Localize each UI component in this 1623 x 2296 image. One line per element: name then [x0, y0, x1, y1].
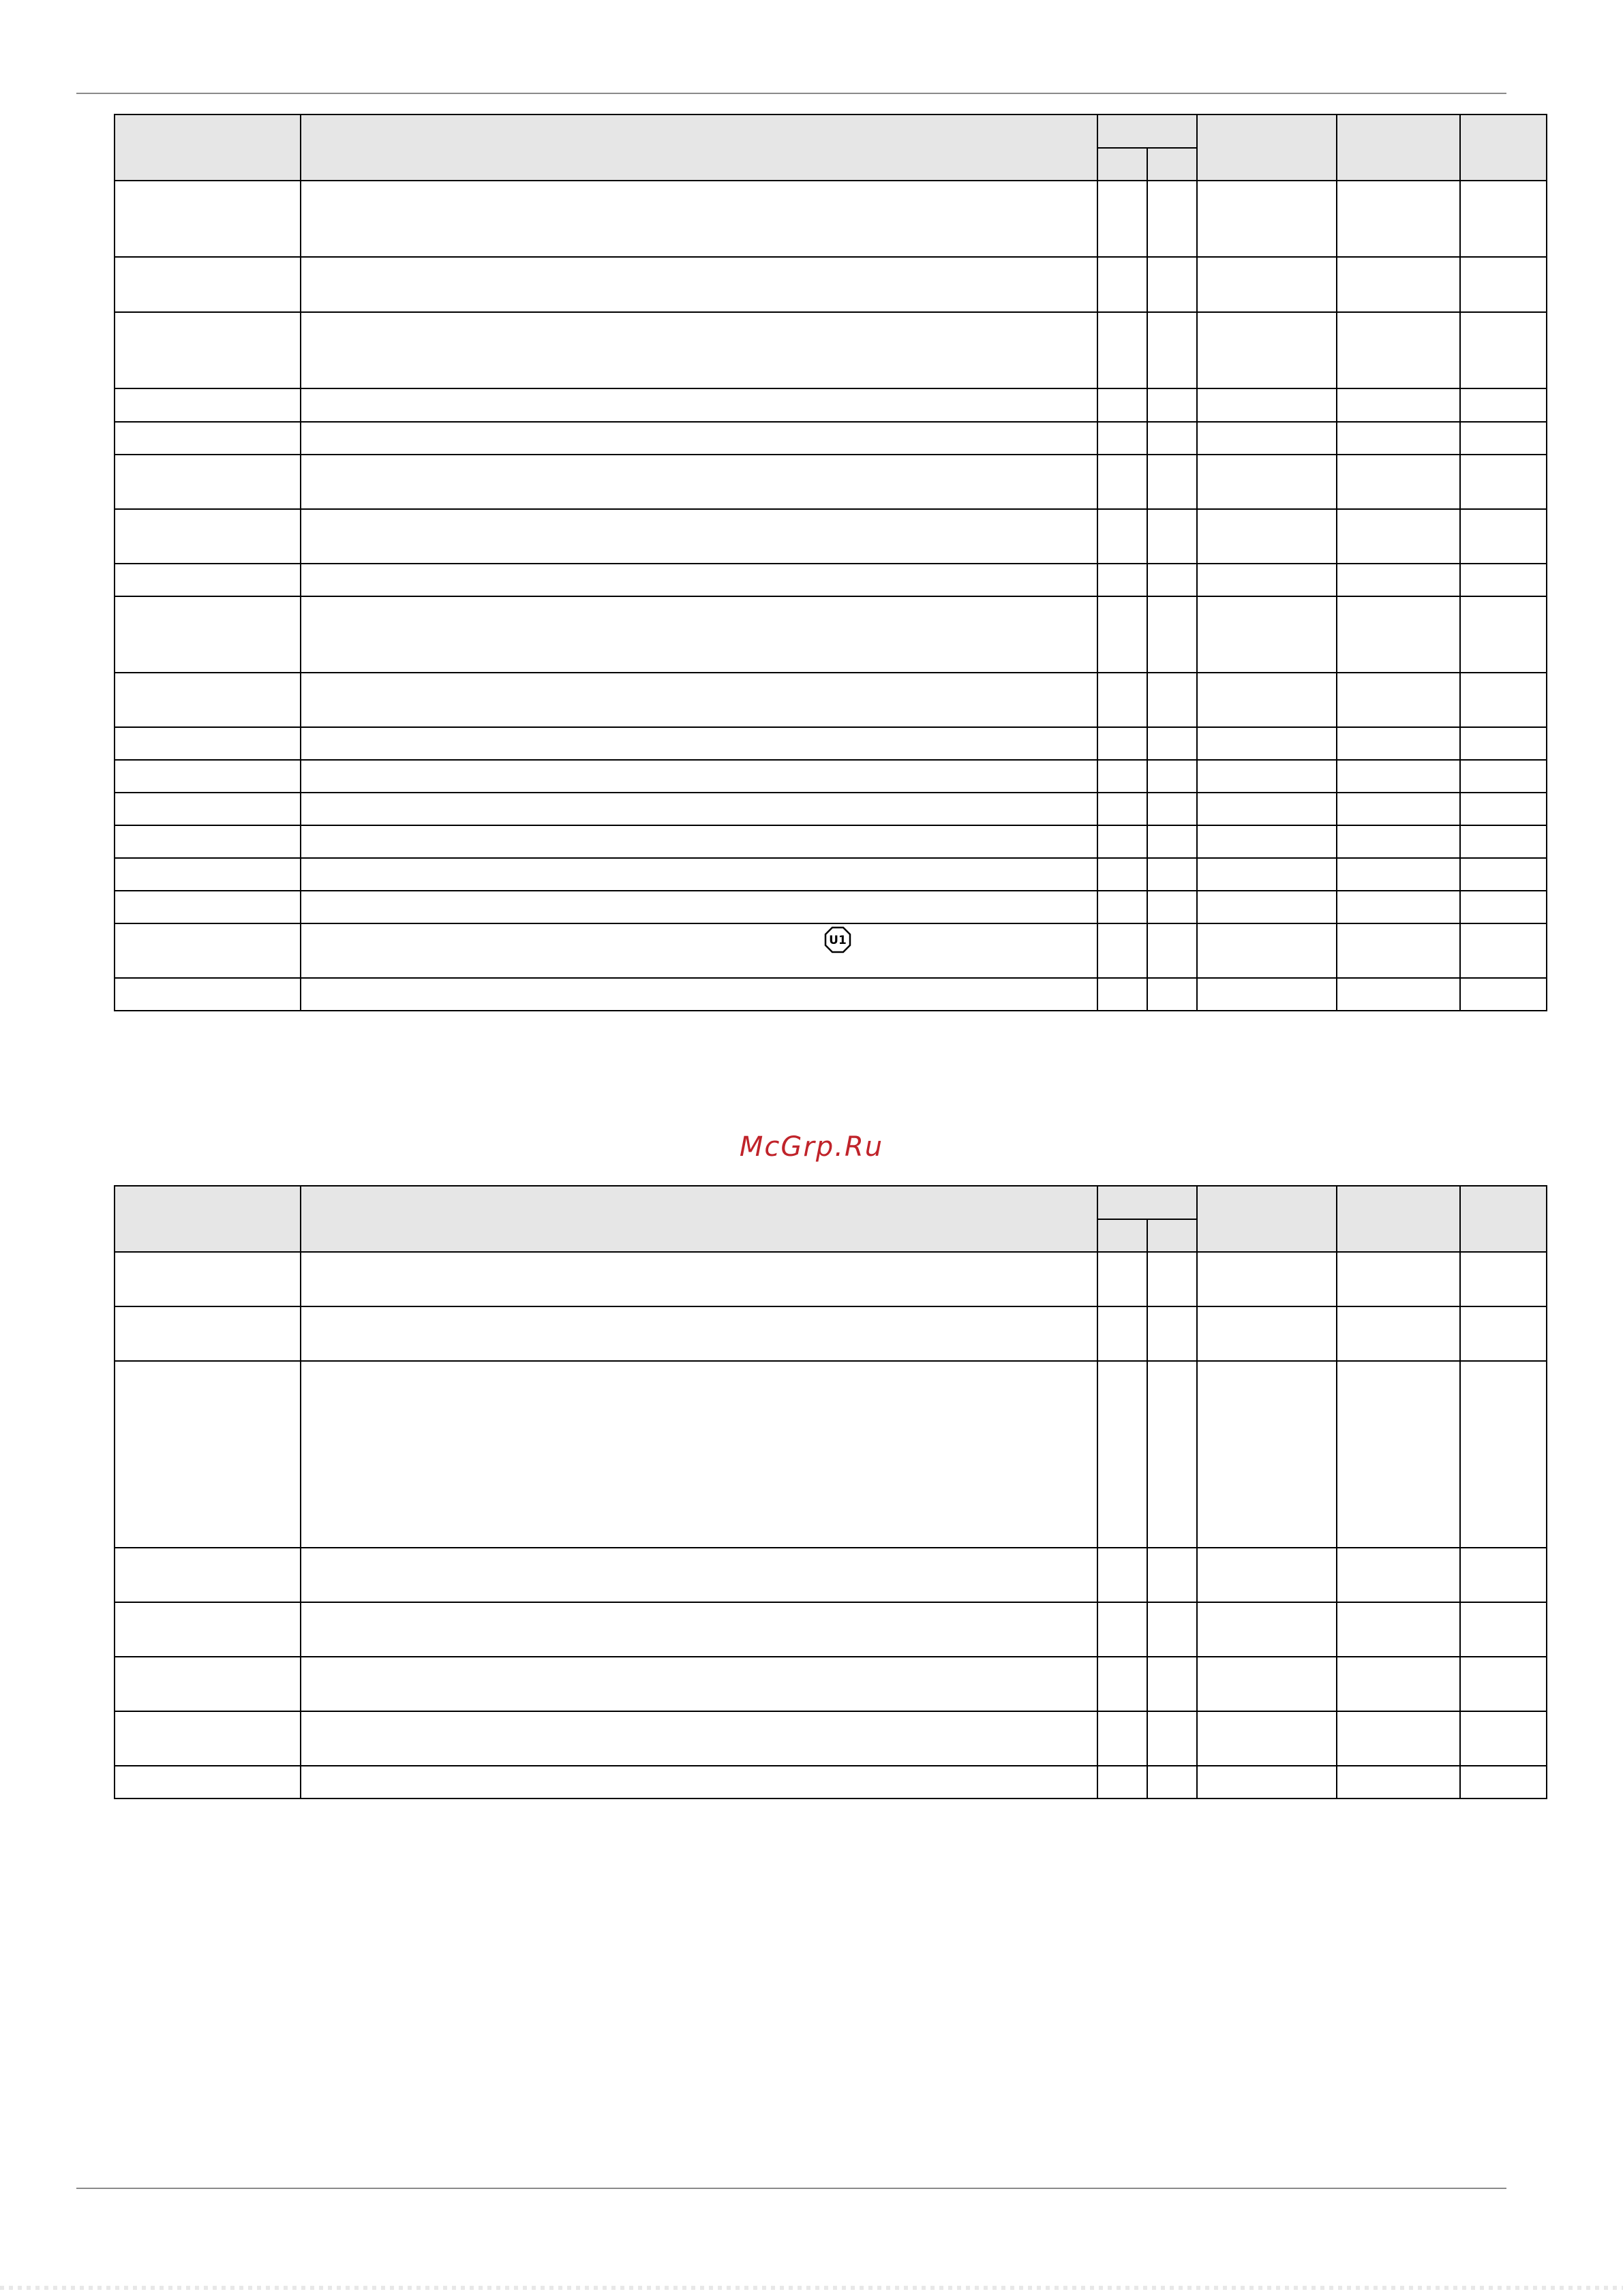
top-table-columns [301, 114, 1460, 1011]
header-rule [76, 93, 1506, 94]
u1-badge-label: U1 [829, 934, 847, 947]
bottom-table-rows [115, 1252, 1547, 1766]
top-table-header [115, 114, 1547, 181]
bottom-table-columns [301, 1186, 1460, 1798]
footer-rule [76, 2188, 1506, 2189]
bottom-table-grid [115, 1186, 1547, 1798]
top-table-rows [115, 181, 1547, 978]
bottom-table [115, 1186, 1547, 1798]
u1-badge-icon [824, 926, 851, 953]
footer-strip [0, 2286, 1623, 2290]
bottom-table-header [115, 1186, 1547, 1252]
top-table [115, 114, 1547, 1011]
top-table-grid [115, 114, 1547, 1011]
watermark: McGrp.Ru [739, 1131, 884, 1163]
